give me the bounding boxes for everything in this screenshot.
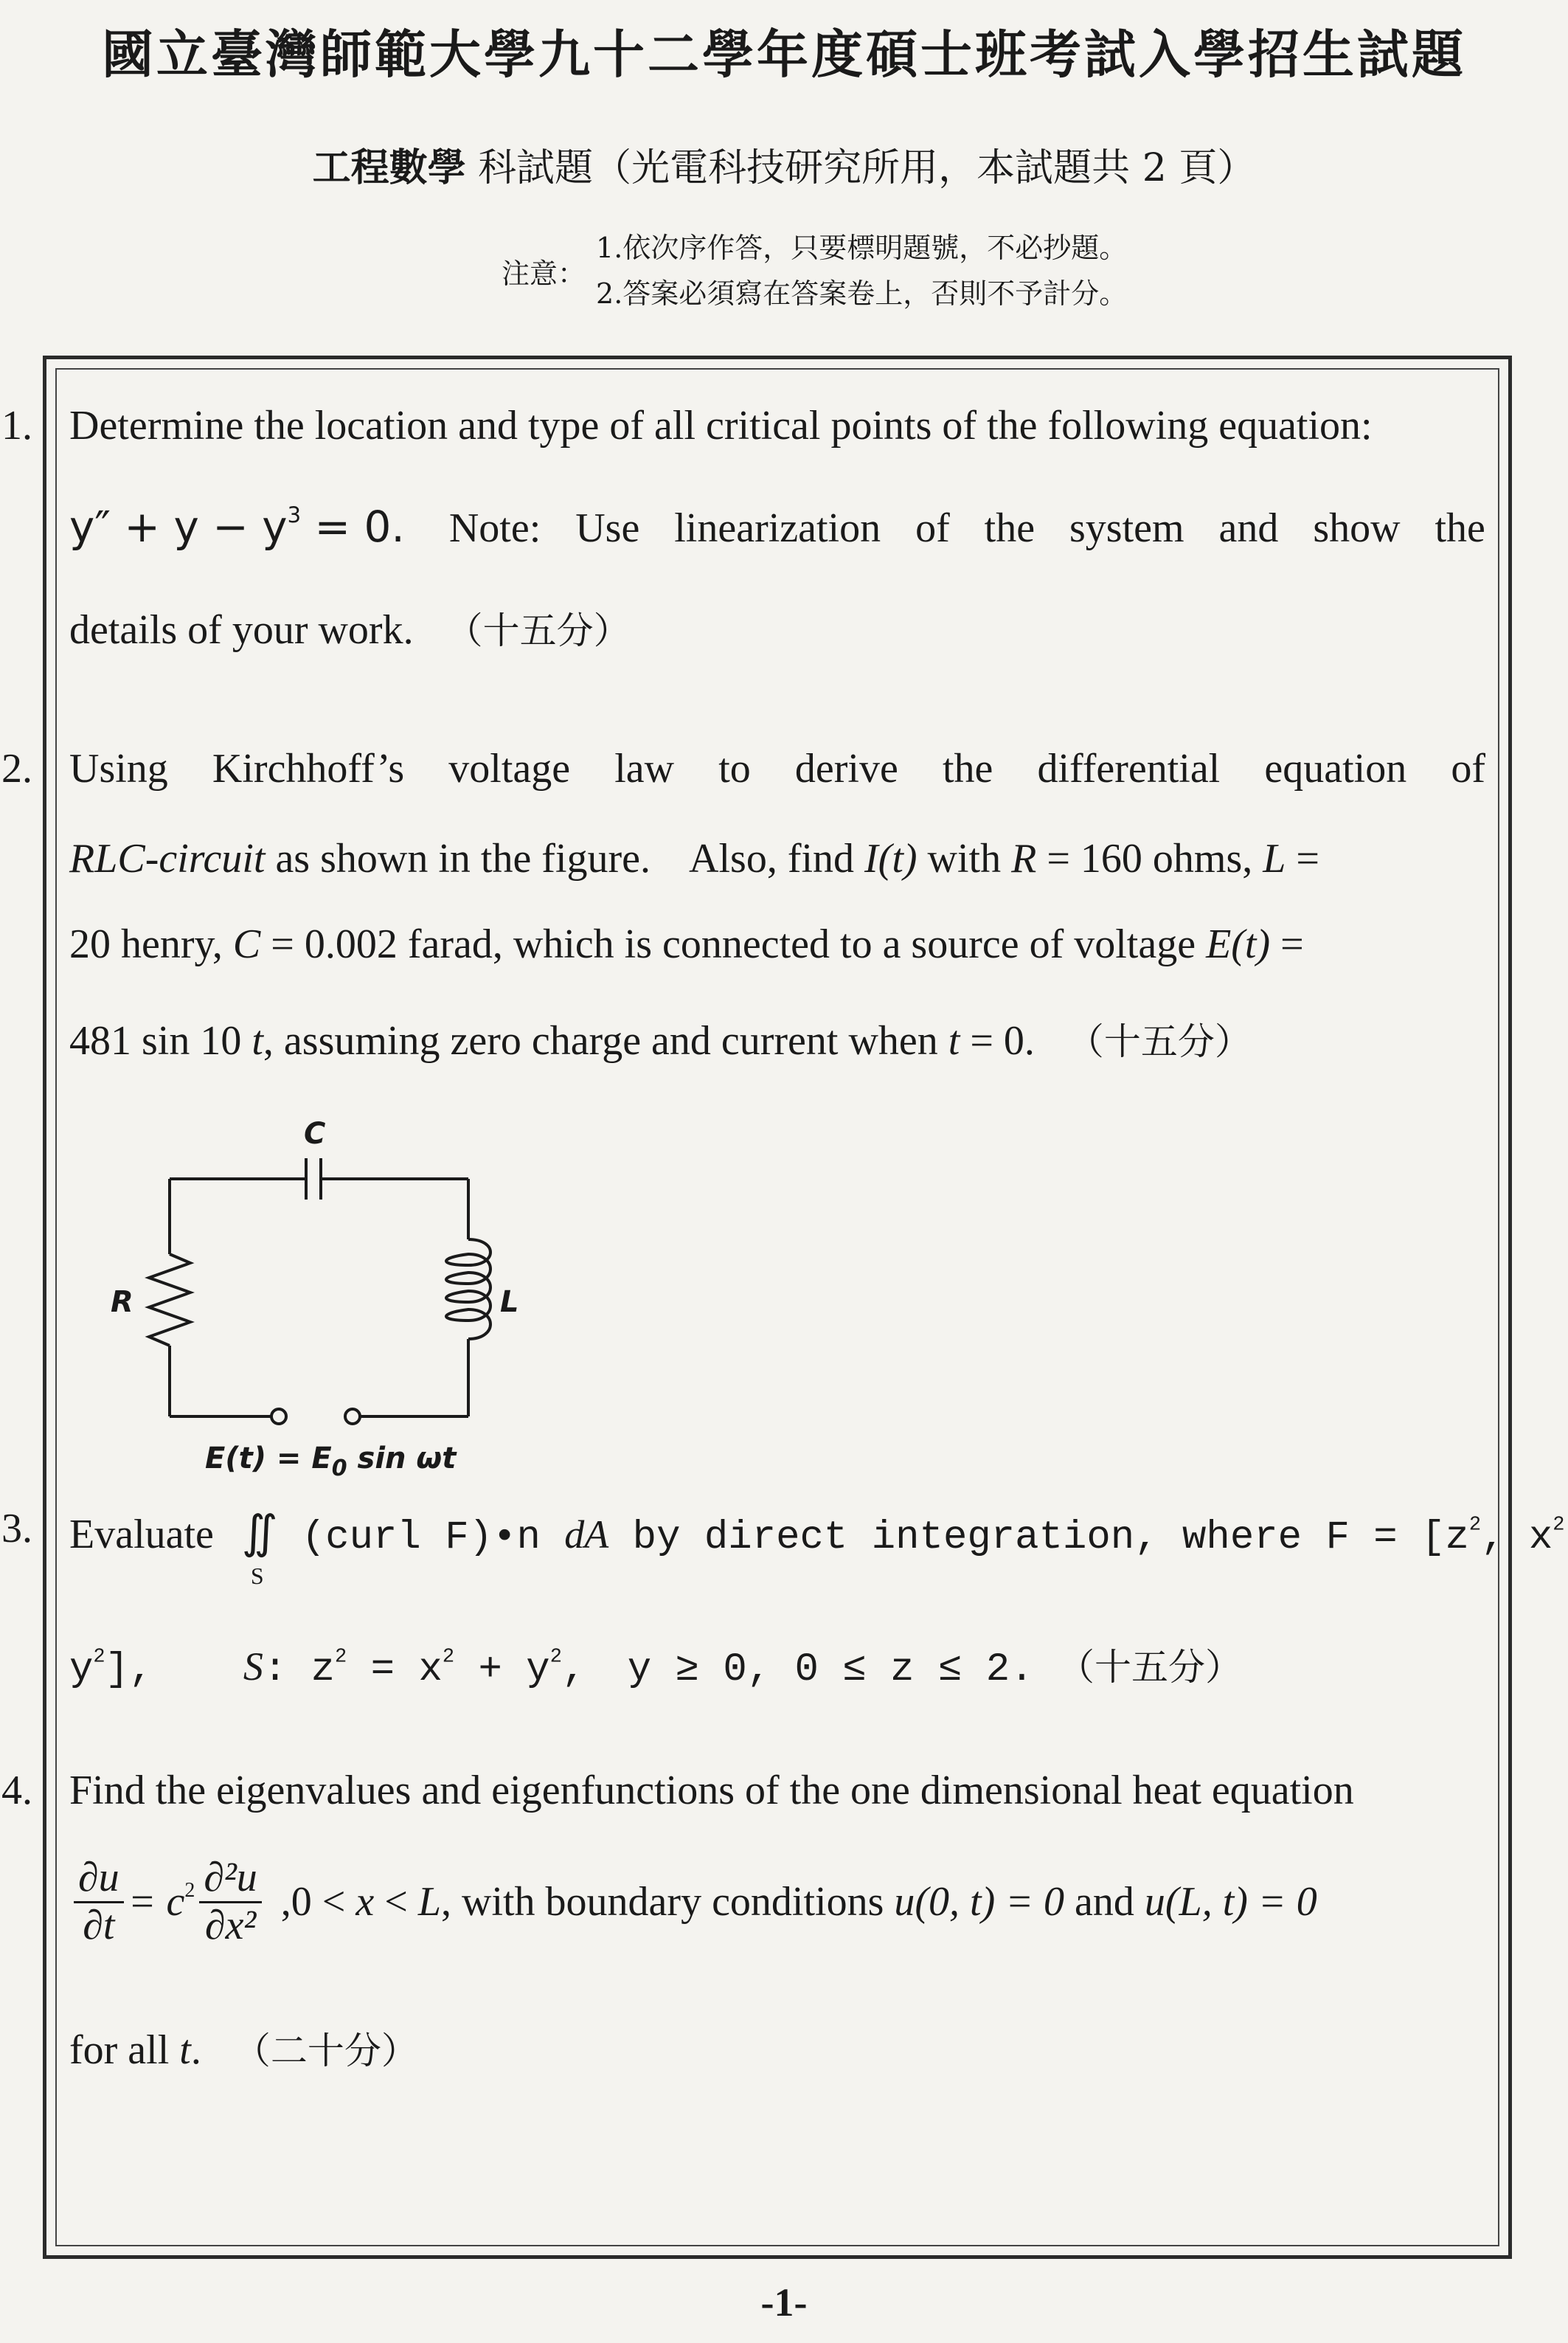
q3-line2: $y^2$], S: $z^2 = x^2 + y^2$, y ≥ 0, 0 ≤ z ≤ 2. （十五分） [69, 1644, 1243, 1692]
q1-points: （十五分） [445, 609, 631, 652]
q4-equation: $\frac{\partial u}{\partial t}$ = $c^2$ $\frac{\text{∂²u}}{\text{∂x²}}$ ,0 < x < L, with boundary conditions u(0, t) = 0 and u(L, t) = 0 [69, 1855, 1317, 1948]
q2-line2: RLC-circuit as shown in the figure. Also, find I(t) with R = 160 ohms, L = [69, 836, 1320, 882]
question-number: 1. [1, 403, 32, 449]
q2-line1: Using Kirchhoff’s voltage law to derive the differential equation of [69, 746, 1485, 792]
label-resistor: R [111, 1285, 133, 1319]
q1-equation: $y'' + y - y^3 = 0$. [69, 502, 405, 552]
q2-line4: 481 sin 10 t, assuming zero charge and current when t = 0. （十五分） [69, 1018, 1252, 1064]
notice-item-1: 1.依次序作答，只要標明題號，不必抄題。 [596, 232, 1128, 264]
q3-evaluate: Evaluate [69, 1512, 214, 1557]
q2-line3: 20 henry, C = 0.002 farad, which is connected to a source of voltage E(t) = [69, 921, 1304, 967]
subject-line [0, 136, 1568, 192]
q3-points: （十五分） [1058, 1646, 1243, 1689]
subject-info: 科試題（光電科技研究所用，本試題共 2 頁） [465, 146, 1256, 190]
q3-integrand: (curl F)•n dA by direct integration, where $F = [z^2$, $x^2$ [301, 1512, 1565, 1560]
terminal-right [345, 1409, 360, 1424]
question-number: 3. [1, 1506, 32, 1551]
inductor-coil [446, 1239, 490, 1339]
rlc-circuit-diagram [96, 1107, 519, 1483]
question-number: 4. [1, 1768, 32, 1813]
notice-block [502, 225, 1127, 316]
q4-line3: for all t. [69, 2027, 201, 2073]
q1-line3: details of your work. [69, 607, 414, 653]
q1-note: Note: Use linearization of the system and show the [448, 505, 1485, 551]
label-source: $E(t) = E_0$ sin ωt [205, 1442, 457, 1481]
terminal-left [271, 1409, 286, 1424]
subject-name: 工程數學 [312, 145, 466, 190]
q4-d2u-dx2: $\frac{\text{∂²u}}{\text{∂x²}}$ [199, 1855, 261, 1948]
notice-label: 注意： [502, 257, 586, 290]
q2-points: （十五分） [1066, 1020, 1252, 1063]
q4-points: （二十分） [233, 2029, 418, 2072]
q3-integral: ∬ S [241, 1505, 278, 1589]
notice-item-2: 2.答案必須寫在答案卷上，否則不予計分。 [596, 277, 1128, 310]
school-title: 國立臺灣師範大學九十二學年度碩士班考試入學招生試題 [102, 24, 1466, 85]
label-capacitor: C [304, 1117, 326, 1151]
question-number: 2. [1, 746, 32, 792]
label-inductor: L [500, 1285, 519, 1319]
q4-line1: Find the eigenvalues and eigenfunctions of the one dimensional heat equation [69, 1768, 1354, 1813]
q1-line1: Determine the location and type of all critical points of the following equation: [69, 403, 1373, 449]
page-number: -1- [760, 2280, 808, 2325]
q4-du-dt: $\frac{\partial u}{\partial t}$ [74, 1855, 124, 1948]
resistor-zigzag [149, 1254, 190, 1346]
